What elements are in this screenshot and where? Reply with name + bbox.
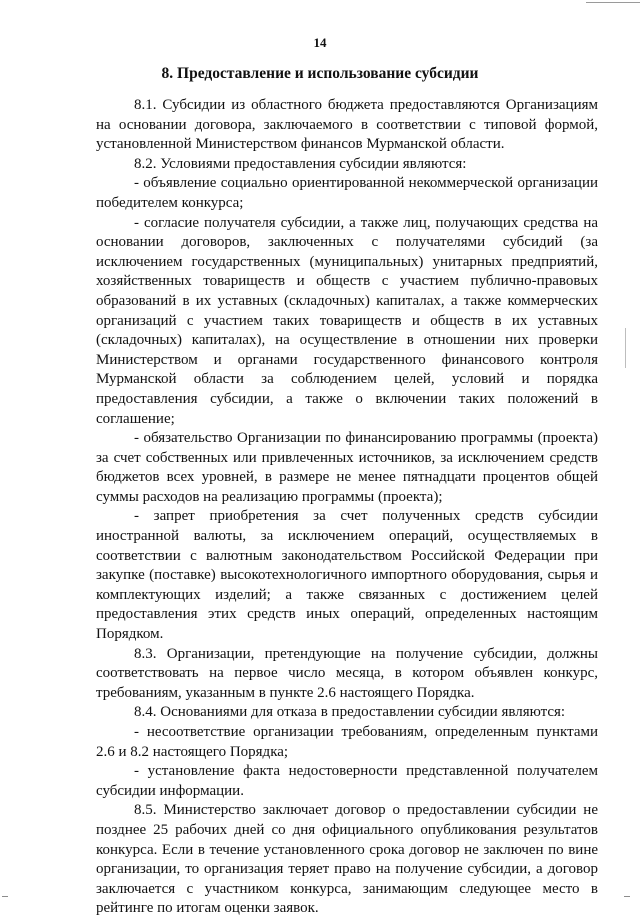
list-item-condition-winner: - объявление социально ориентированной некоммерческой организации победителем конкурса; bbox=[96, 175, 598, 211]
list-item-refusal-noncompliance: - несоответствие организации требованиям, определенным пунктами 2.6 и 8.2 настоящего Порядка; bbox=[96, 724, 598, 760]
list-item-condition-consent: - согласие получателя субсидии, а также лиц, получающих средства на основании договоров, заключенных с получателями субсидий (за исключением государственных (муниципальных) унитарных предприятий, хозяйственных товариществ и обществ с участием публично-правовых образований в их уставных (складочных) капиталах, а также коммерческих организаций с участием таких товариществ и обществ в их уставных (складочных) капиталах), на осуществление в отношении них проверки Министерством и органами государственного финансового контроля Мурманской области за соблюдением целей, условий и порядка предоставления субсидии, а также о включении таких положений в соглашение; bbox=[96, 214, 598, 427]
paragraph-8-5: 8.5. Министерство заключает договор о предоставлении субсидии не позднее 25 рабочих дней со дня официального опубликования результатов конкурса. Если в течение установленного срока договор не заключен по вине организации, то организация теряет право на получение субсидии, а договор заключается с участником конкурса, занимающим следующее место в рейтинге по итогам оценки заявок. bbox=[96, 802, 598, 917]
top-edge-rule bbox=[586, 2, 640, 3]
paragraph-8-4: 8.4. Основаниями для отказа в предоставлении субсидии являются: bbox=[134, 704, 566, 721]
list-item-refusal-false-info: - установление факта недостоверности представленной получателем субсидии информации. bbox=[96, 763, 598, 799]
scan-margin-mark bbox=[625, 328, 626, 368]
scan-corner-mark-left bbox=[2, 896, 8, 897]
scan-corner-mark-right bbox=[624, 896, 630, 897]
section-heading: 8. Предоставление и использование субсидии bbox=[161, 65, 479, 82]
list-item-condition-currency-ban: - запрет приобретения за счет полученных средств субсидии иностранной валюты, за исключением операций, осуществляемых в соответствии с валютным законодательством Российской Федерации при закупке (поставке) высокотехнологичного импортного оборудования, сырья и комплектующих изделий; а также связанных с достижением целей предоставления этих средств иных операций, определенных настоящим Порядком. bbox=[96, 508, 598, 643]
page-number: 14 bbox=[313, 35, 327, 50]
paragraph-8-1: 8.1. Субсидии из областного бюджета предоставляются Организациям на основании договора, заключаемого в соответствии с типовой формой, установленной Министерством финансов Мурманской области. bbox=[96, 97, 598, 153]
paragraph-8-3: 8.3. Организации, претендующие на получение субсидии, должны соответствовать на первое число месяца, в котором объявлен конкурс, требованиям, указанным в пункте 2.6 настоящего Порядка. bbox=[96, 645, 598, 701]
paragraph-8-2: 8.2. Условиями предоставления субсидии являются: bbox=[134, 155, 467, 172]
list-item-condition-cofinancing: - обязательство Организации по финансированию программы (проекта) за счет собственных или привлеченных источников, за исключением средств бюджетов всех уровней, в размере не менее пятнадцати процентов общей суммы расходов на реализацию программы (проекта); bbox=[96, 430, 598, 505]
document-body bbox=[96, 96, 598, 919]
